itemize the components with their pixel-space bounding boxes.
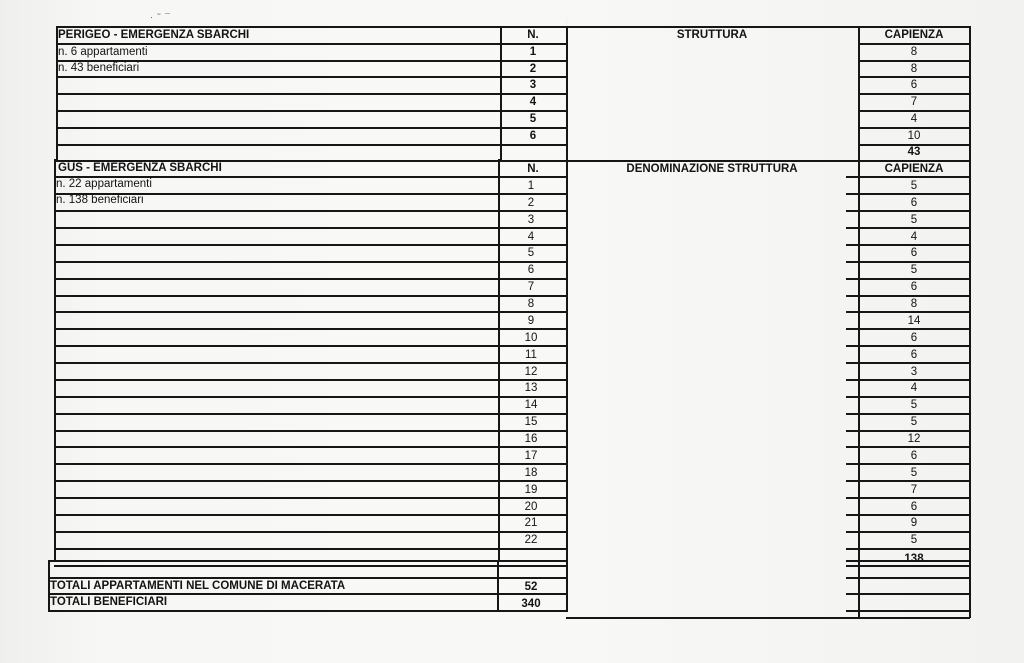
capienza-rule <box>846 193 970 195</box>
left-rule <box>54 362 502 364</box>
perigeo-info-apartments: n. 6 appartamenti <box>58 46 148 58</box>
left-rule <box>54 497 502 499</box>
left-rule <box>54 463 502 465</box>
n-rule <box>498 311 568 313</box>
left-rule <box>54 311 502 313</box>
gus-row-capacity: 5 <box>910 180 918 192</box>
totali-beneficiari-label: TOTALI BENEFICIARI <box>50 596 168 608</box>
gus-row-capacity: 5 <box>910 534 918 546</box>
gus-row-number: 6 <box>527 264 535 276</box>
gus-capienza-header: CAPIENZA <box>884 163 944 175</box>
capienza-rule <box>846 328 970 330</box>
left-rule <box>54 548 502 550</box>
left-rule <box>56 93 502 95</box>
perigeo-info-beneficiaries: n. 43 beneficiari <box>58 62 140 74</box>
gus-row-capacity: 7 <box>910 484 918 496</box>
perigeo-row-capacity: 4 <box>910 113 918 125</box>
perigeo-row-capacity: 6 <box>910 79 918 91</box>
capienza-rule <box>846 548 970 550</box>
totali-appartamenti-value: 52 <box>524 581 538 593</box>
gus-row-capacity: 5 <box>910 467 918 479</box>
bottom-rule <box>566 617 970 619</box>
n-rule <box>498 328 568 330</box>
left-rule <box>54 244 502 246</box>
n-rule <box>498 345 568 347</box>
left-rule <box>54 413 502 415</box>
totali-beneficiari-value: 340 <box>521 598 541 610</box>
gus-row-number: 2 <box>527 197 535 209</box>
gus-row-number: 11 <box>525 349 537 361</box>
perigeo-row-number: 2 <box>529 63 537 75</box>
gus-row-number: 10 <box>524 332 538 344</box>
gus-row-number: 17 <box>524 450 538 462</box>
n-rule <box>498 548 568 550</box>
left-rule <box>54 328 502 330</box>
left-rule <box>54 396 502 398</box>
left-rule <box>54 446 502 448</box>
left-rule <box>54 345 502 347</box>
left-rule <box>54 480 502 482</box>
gus-row-capacity: 5 <box>910 214 918 226</box>
totals-rule <box>48 610 502 612</box>
gus-row-number: 19 <box>524 484 538 496</box>
capienza-rule <box>846 210 970 212</box>
capienza-rule <box>846 362 970 364</box>
gus-row-capacity: 4 <box>910 231 918 243</box>
n-rule <box>498 362 568 364</box>
left-rule <box>54 379 502 381</box>
left-rule <box>54 261 502 263</box>
pen-mark: · ˜ ¯ <box>150 12 171 22</box>
totals-rule <box>48 560 502 562</box>
totals-n-rule <box>497 577 567 579</box>
gus-row-capacity: 6 <box>910 450 918 462</box>
gus-row-number: 3 <box>527 214 535 226</box>
gus-row-capacity: 5 <box>910 264 918 276</box>
gus-total: 138 <box>904 553 924 565</box>
capienza-rule <box>846 311 970 313</box>
gus-row-capacity: 5 <box>910 399 918 411</box>
n-rule <box>498 463 568 465</box>
gus-row-number: 15 <box>524 416 538 428</box>
perigeo-row-capacity: 7 <box>910 96 918 108</box>
totals-n-rule <box>497 560 567 562</box>
capienza-rule <box>846 497 970 499</box>
perigeo-row-number: 5 <box>529 113 537 125</box>
capienza-rule <box>846 345 970 347</box>
left-rule <box>56 127 502 129</box>
gus-row-capacity: 6 <box>910 247 918 259</box>
gus-row-number: 13 <box>524 382 538 394</box>
n-rule <box>498 497 568 499</box>
gus-row-capacity: 6 <box>910 281 918 293</box>
perigeo-row-number: 6 <box>529 130 537 142</box>
perigeo-row-number: 4 <box>529 96 537 108</box>
left-rule <box>54 531 502 533</box>
gus-row-number: 18 <box>524 467 538 479</box>
perigeo-title: PERIGEO - EMERGENZA SBARCHI <box>58 29 250 41</box>
gus-row-number: 7 <box>527 281 535 293</box>
gus-row-number: 5 <box>527 247 535 259</box>
totals-capienza-rule <box>846 610 970 612</box>
gus-row-capacity: 12 <box>907 433 921 445</box>
n-rule <box>498 446 568 448</box>
n-rule <box>498 193 568 195</box>
gus-struttura-header: DENOMINAZIONE STRUTTURA <box>626 163 798 175</box>
left-rule <box>56 110 502 112</box>
left-rule <box>54 565 502 567</box>
capienza-rule <box>846 176 970 178</box>
gus-info-beneficiaries: n. 138 beneficiari <box>56 194 144 206</box>
gus-row-capacity: 9 <box>910 517 918 529</box>
left-rule <box>54 514 502 516</box>
gus-row-number: 22 <box>524 534 538 546</box>
gus-row-capacity: 6 <box>910 501 918 513</box>
perigeo-row-capacity: 10 <box>907 130 921 142</box>
perigeo-n-header: N. <box>527 29 539 41</box>
left-rule <box>54 278 502 280</box>
gus-row-capacity: 6 <box>910 349 918 361</box>
gus-row-number: 14 <box>524 399 538 411</box>
gus-row-capacity: 6 <box>910 197 918 209</box>
capienza-rule <box>846 446 970 448</box>
perigeo-capienza-header: CAPIENZA <box>884 29 944 41</box>
totali-appartamenti-label: TOTALI APPARTAMENTI NEL COMUNE DI MACERATA <box>50 580 346 592</box>
gus-n-header: N. <box>527 163 539 175</box>
left-rule <box>54 227 502 229</box>
n-rule <box>498 176 568 178</box>
n-right-border <box>566 26 568 612</box>
n-rule <box>500 144 568 146</box>
perigeo-row-capacity: 8 <box>910 63 918 75</box>
gus-row-capacity: 8 <box>910 298 918 310</box>
gus-row-number: 4 <box>527 231 535 243</box>
gus-row-capacity: 5 <box>910 416 918 428</box>
perigeo-row-number: 3 <box>529 79 537 91</box>
gus-row-number: 21 <box>524 517 538 529</box>
gus-row-capacity: 14 <box>907 315 921 327</box>
perigeo-row-number: 1 <box>529 46 537 58</box>
gus-row-number: 1 <box>527 180 535 192</box>
gus-row-number: 8 <box>527 298 535 310</box>
gus-row-capacity: 3 <box>910 366 918 378</box>
left-rule <box>56 144 502 146</box>
gus-row-number: 16 <box>524 433 538 445</box>
n-rule <box>498 480 568 482</box>
perigeo-row-capacity: 8 <box>910 46 918 58</box>
left-rule <box>54 295 502 297</box>
gus-row-capacity: 6 <box>910 332 918 344</box>
gus-row-number: 20 <box>524 501 538 513</box>
totals-capienza-rule <box>846 593 970 595</box>
n-rule <box>498 210 568 212</box>
left-rule <box>54 210 502 212</box>
gus-info-apartments: n. 22 appartamenti <box>56 178 152 190</box>
capienza-rule <box>846 463 970 465</box>
left-rule <box>56 76 502 78</box>
n-rule <box>498 565 568 567</box>
perigeo-total: 43 <box>907 146 921 158</box>
perigeo-struttura-header: STRUTTURA <box>676 29 748 41</box>
capienza-rule <box>846 227 970 229</box>
gus-row-number: 12 <box>524 366 538 378</box>
capienza-rule <box>846 480 970 482</box>
left-border <box>54 159 56 561</box>
left-rule <box>54 430 502 432</box>
gus-row-capacity: 4 <box>910 382 918 394</box>
gus-title: GUS - EMERGENZA SBARCHI <box>58 162 222 174</box>
n-rule <box>498 227 568 229</box>
totals-capienza-rule <box>846 577 970 579</box>
gus-row-number: 9 <box>527 315 535 327</box>
